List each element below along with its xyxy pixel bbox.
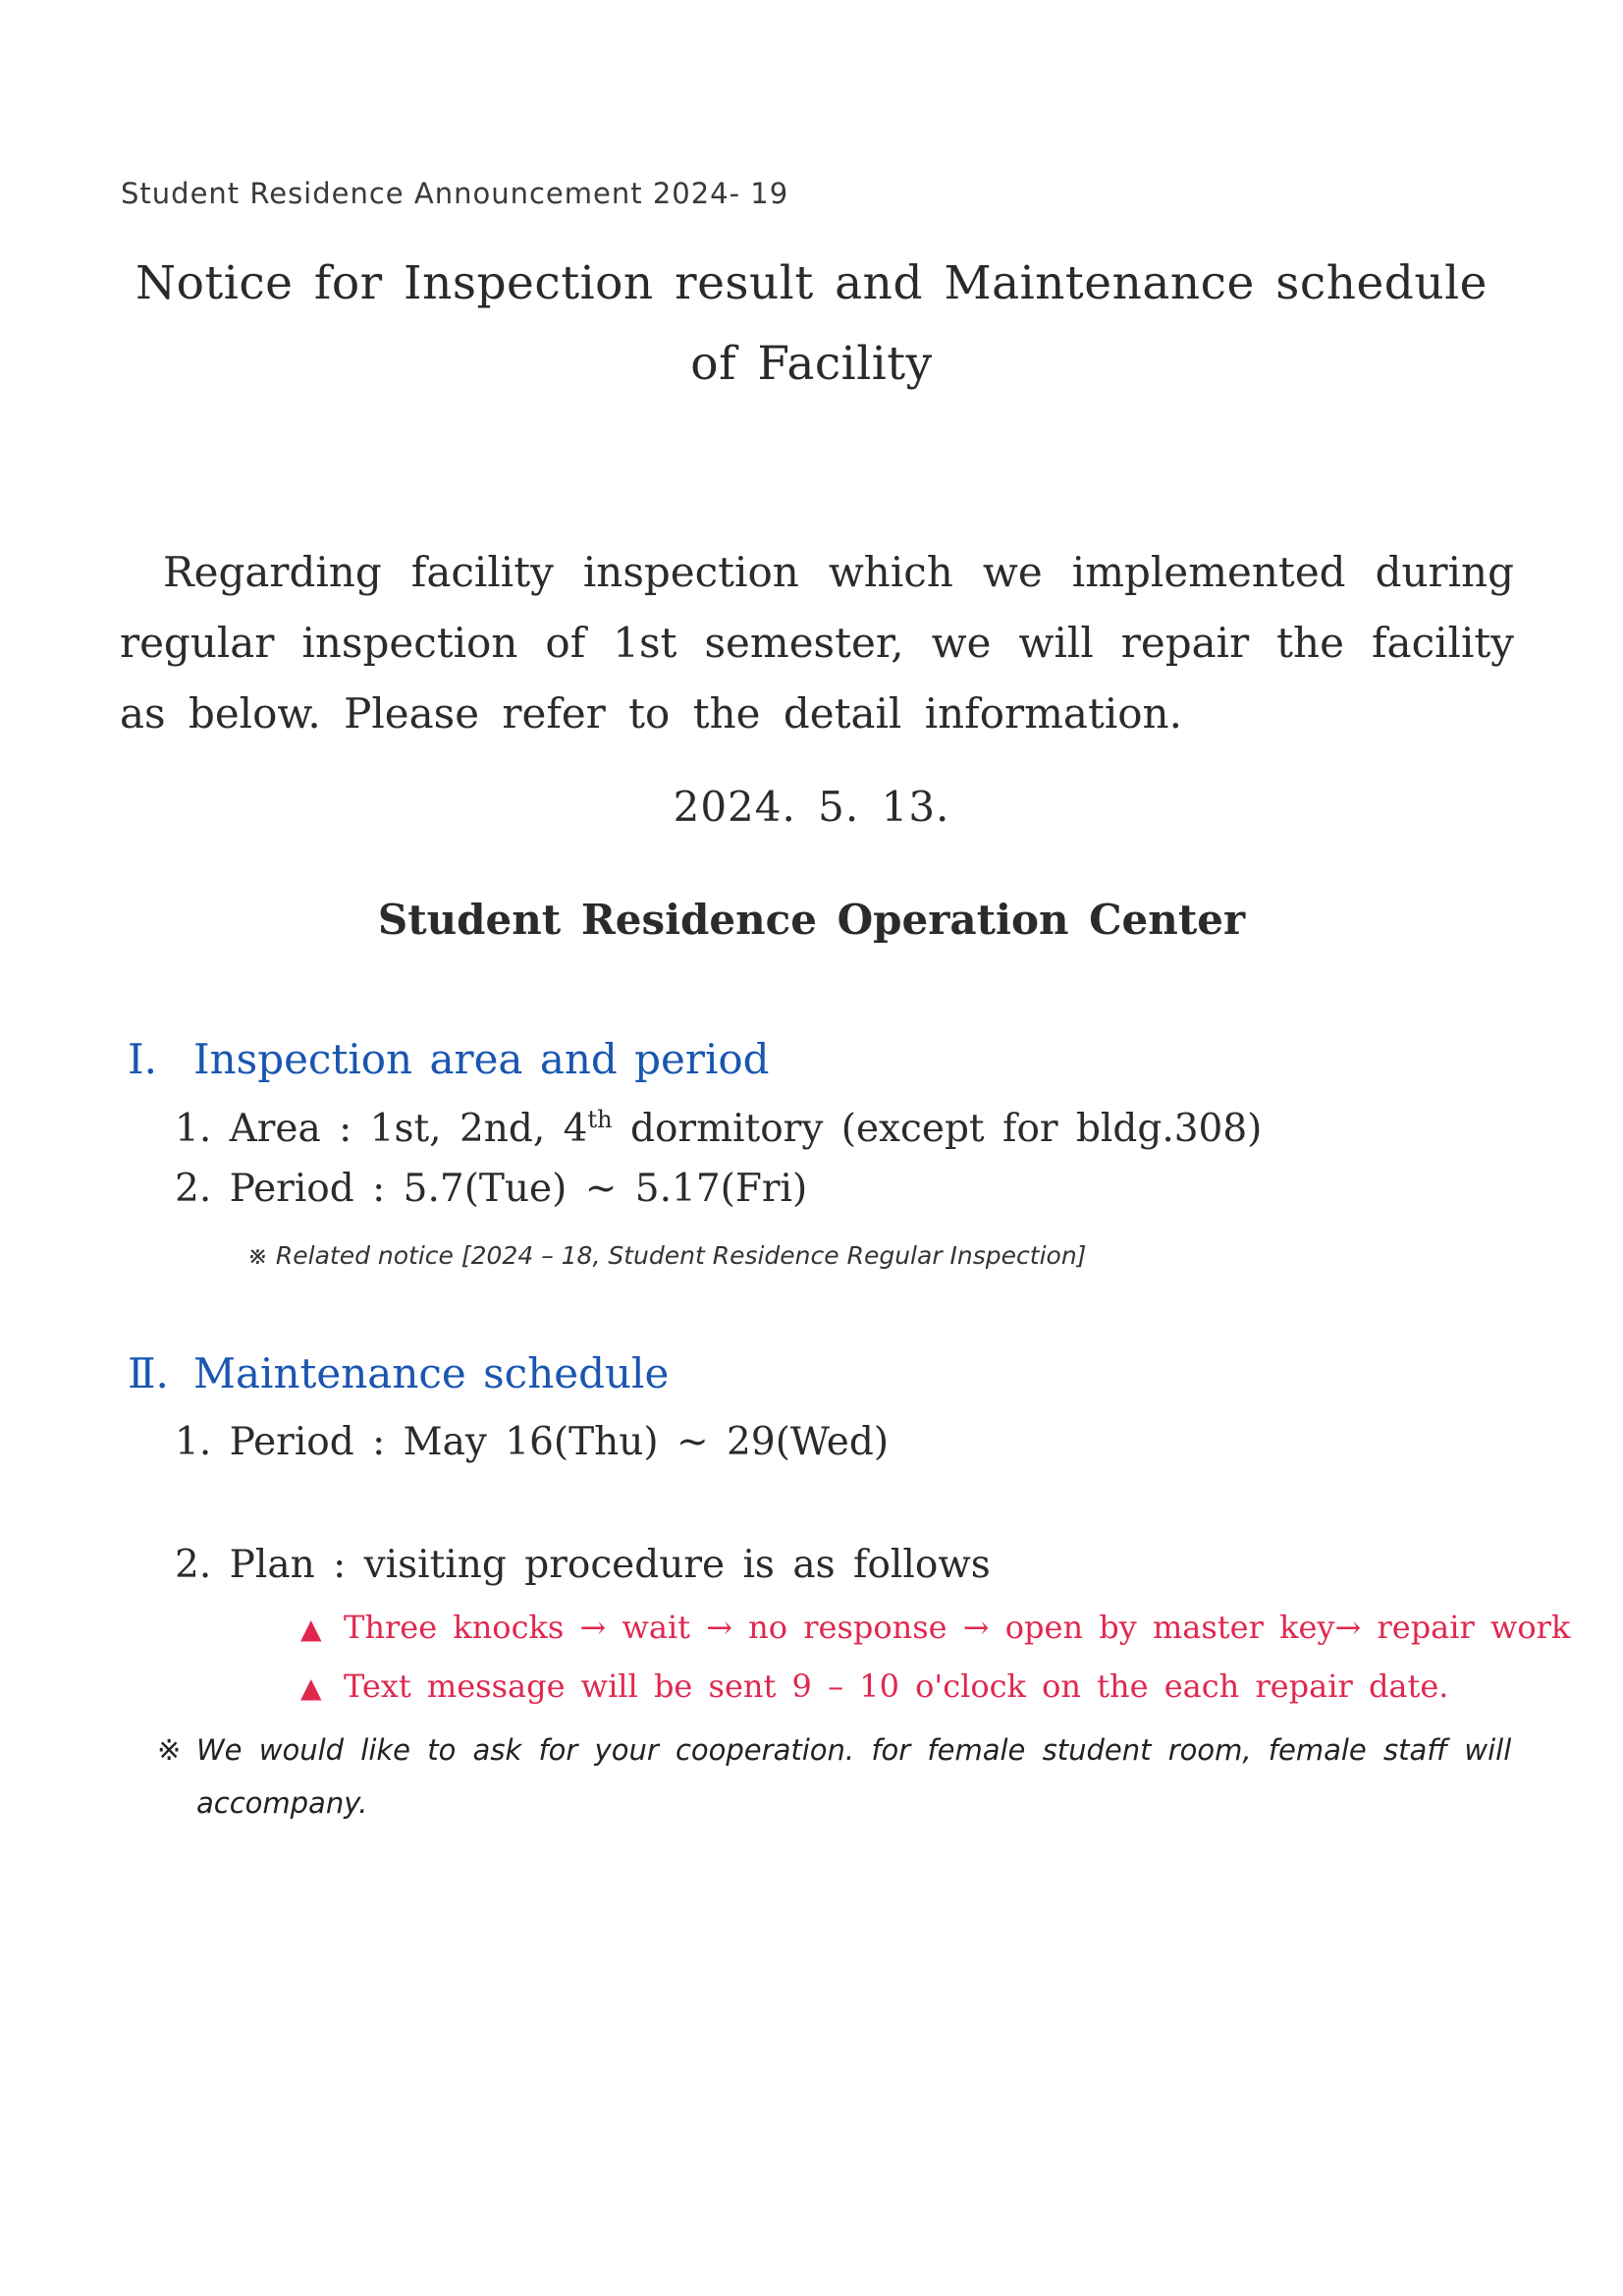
- related-notice: ※ Related notice [2024 – 18, Student Residence Regular Inspection]: [247, 1241, 1087, 1270]
- area-item: 1. Area : 1st, 2nd, 4th dormitory (except for bldg.308): [175, 1106, 1263, 1151]
- section-1-title: Inspection area and period: [193, 1035, 770, 1083]
- section-2-heading: [128, 1349, 669, 1397]
- section-1-numeral: Ⅰ.: [128, 1035, 157, 1083]
- reference-mark-icon: ※: [157, 1733, 182, 1767]
- maintenance-period-item: 1. Period : May 16(Thu) ~ 29(Wed): [175, 1420, 890, 1464]
- plan-item: 2. Plan : visiting procedure is as follows: [175, 1543, 991, 1587]
- procedure-step-text-message: ▲ Text message will be sent 9 – 10 o'clock on the each repair date.: [300, 1667, 1449, 1705]
- announcement-date: 2024. 5. 13.: [673, 783, 950, 831]
- section-2-title: Maintenance schedule: [193, 1349, 670, 1397]
- ordinal-suffix: th: [587, 1106, 613, 1133]
- cooperation-footnote: ※ We would like to ask for your cooperation. for female student room, female staff will accompany.: [157, 1723, 1517, 1830]
- inspection-period-item: 2. Period : 5.7(Tue) ~ 5.17(Fri): [175, 1167, 808, 1211]
- triangle-icon: ▲: [300, 1671, 322, 1704]
- issuer-name: Student Residence Operation Center: [377, 896, 1246, 944]
- title-line-1: Notice for Inspection result and Maintenance schedule: [135, 256, 1488, 310]
- announcement-number: Student Residence Announcement 2024- 19: [121, 177, 789, 210]
- section-1-heading: [128, 1035, 770, 1083]
- section-2-numeral: Ⅱ.: [128, 1349, 169, 1397]
- intro-text: Regarding facility inspection which we implemented during regular inspection of 1st semester, we will repair the facility as below. Please refer to the detail information.: [120, 548, 1514, 738]
- intro-paragraph: [120, 537, 1514, 749]
- triangle-icon: ▲: [300, 1613, 322, 1645]
- title-line-2: of Facility: [690, 337, 933, 391]
- procedure-step-knocks: ▲ Three knocks → wait → no response → open by master key→ repair work: [300, 1609, 1571, 1646]
- page-title: [0, 244, 1623, 405]
